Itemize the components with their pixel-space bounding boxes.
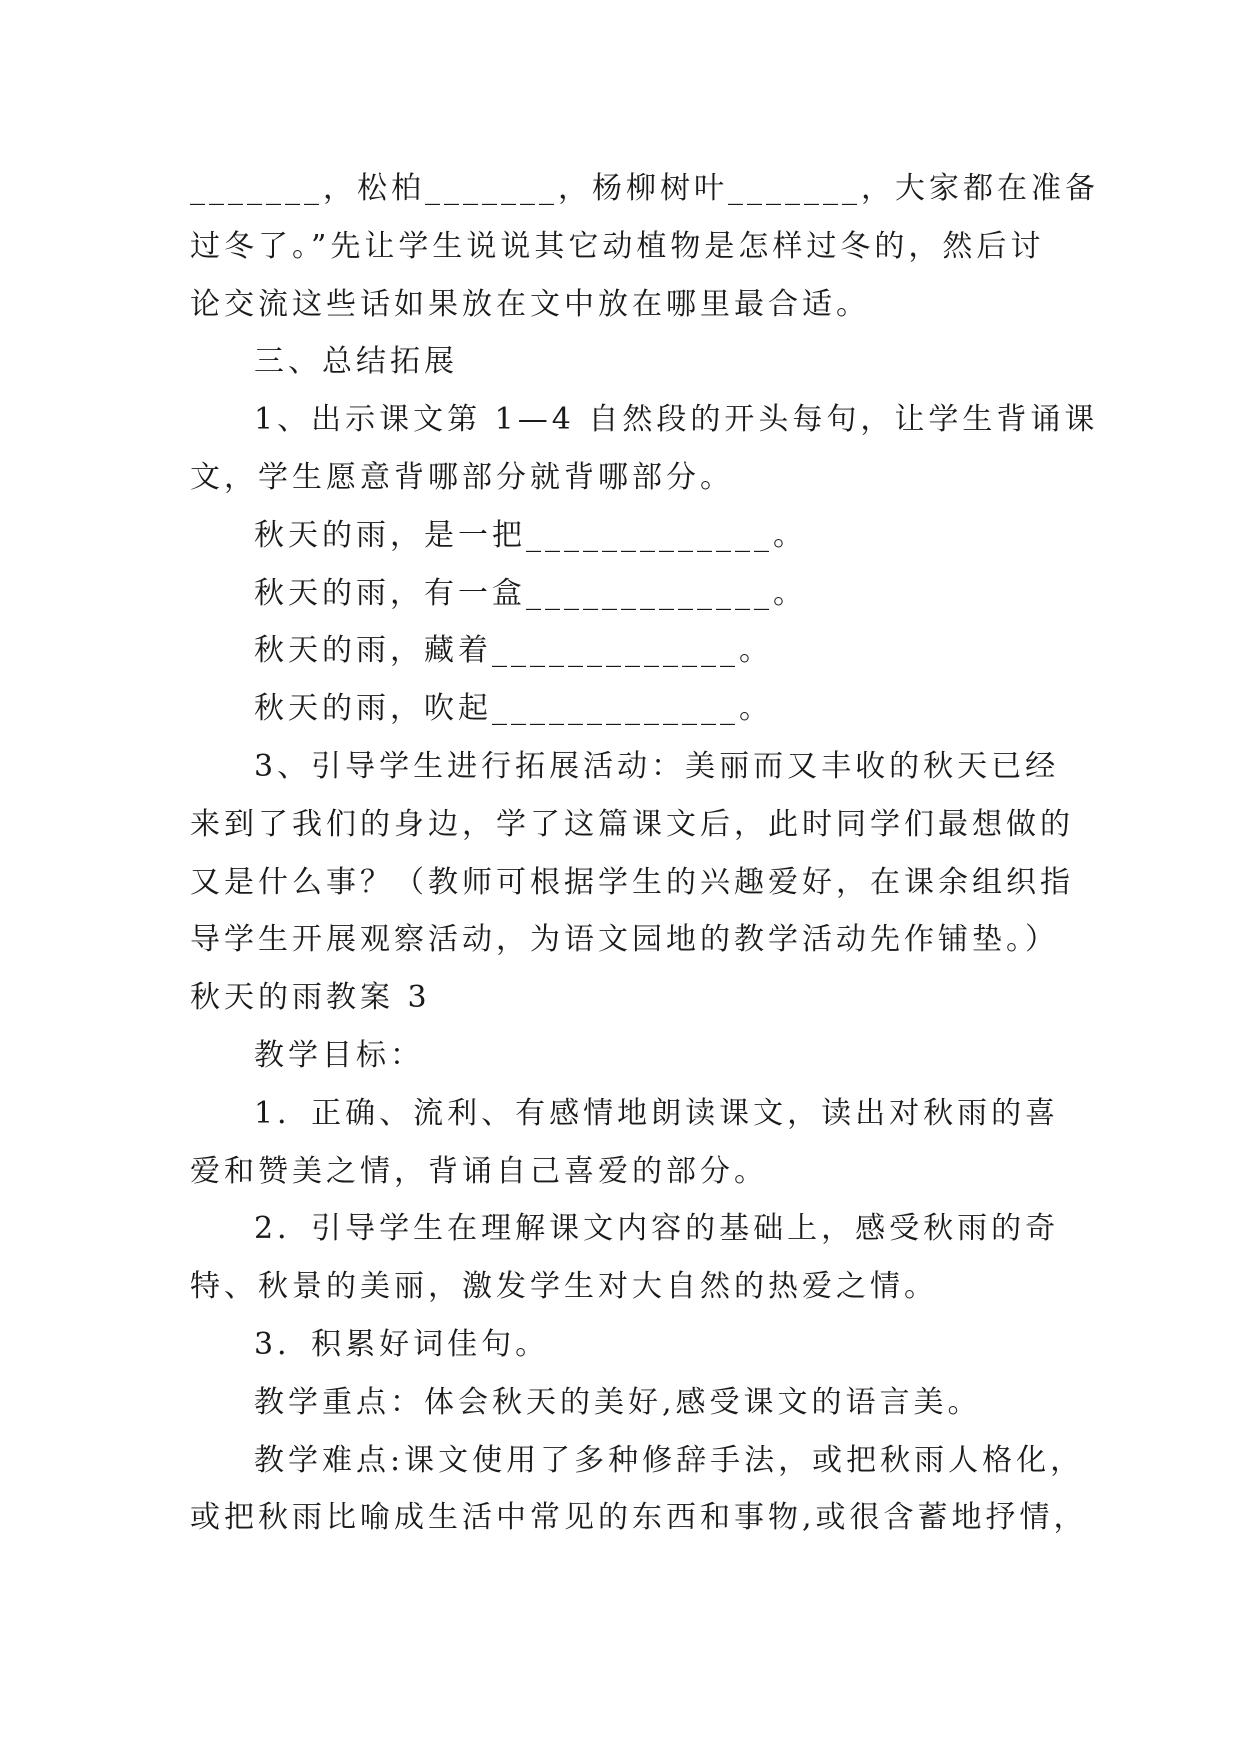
text-line: 文，学生愿意背哪部分就背哪部分。 [190,459,734,495]
text-line: 来到了我们的身边，学了这篇课文后，此时同学们最想做的 [190,806,1074,842]
document-title: 秋天的雨教案 3 [190,980,431,1016]
text-line: 3．积累好词佳句。 [254,1326,550,1362]
fill-blank-line: 秋天的雨，是一把_____________。 [254,517,807,553]
text-line: 特、秋景的美丽，激发学生对大自然的热爱之情。 [190,1269,938,1305]
text-line: 过冬了。”先让学生说说其它动植物是怎样过冬的，然后讨 [190,228,1045,264]
fill-blank-line: 秋天的雨，藏着_____________。 [254,633,773,669]
text-line: 又是什么事？（教师可根据学生的兴趣爱好，在课余组织指 [190,864,1074,900]
text-line: 2．引导学生在理解课文内容的基础上，感受秋雨的奇 [254,1211,1060,1247]
text-line: 或把秋雨比喻成生活中常见的东西和事物,或很含蓄地抒情， [190,1500,1088,1536]
text-line: _______，松柏_______，杨柳树叶_______，大家都在准备 [190,171,1099,206]
text-line: 教学难点:课文使用了多种修辞手法，或把秋雨人格化， [254,1442,1085,1478]
document-body [190,160,1099,1547]
section-heading: 教学目标： [254,1037,424,1073]
text-line: 论交流这些话如果放在文中放在哪里最合适。 [190,286,870,322]
fill-blank-line: 秋天的雨，有一盒_____________。 [254,575,807,611]
text-line: 1．正确、流利、有感情地朗读课文，读出对秋雨的喜 [254,1095,1060,1131]
text-line: 导学生开展观察活动，为语文园地的教学活动先作铺垫。） [190,922,1059,958]
text-line: 1、出示课文第 1—4 自然段的开头每句，让学生背诵课 [254,402,1099,438]
fill-blank-line: 秋天的雨，吹起_____________。 [254,691,773,727]
text-line: 3、引导学生进行拓展活动：美丽而又丰收的秋天已经 [254,748,1060,784]
text-line: 爱和赞美之情，背诵自己喜爱的部分。 [190,1153,768,1189]
text-line: 教学重点：体会秋天的美好,感受课文的语言美。 [254,1384,982,1420]
section-heading: 三、总结拓展 [254,344,458,380]
